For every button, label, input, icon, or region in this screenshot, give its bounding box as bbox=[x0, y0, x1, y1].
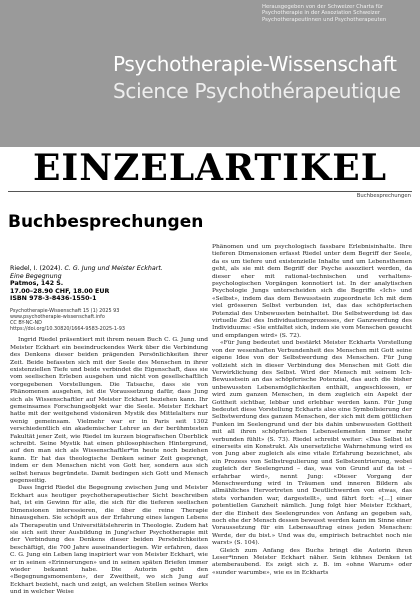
citation-publisher: Patmos, 142 S. bbox=[10, 280, 64, 288]
body-paragraph: Gleich zum Anfang des Buchs bringt die Autorin ihren Leser*innen Meister Eckhart näher. Sein kühnes Denken ist atemberaubend. Es zeigt sich z. B. im «ohne Warum» oder «sunder warumbe», wie es in Eckharts bbox=[212, 547, 412, 576]
journal-title-fr: Science Psychothérapeutique bbox=[113, 79, 401, 103]
body-paragraph: Phänomen und um psychologisch fassbare Erlebnisinhalte. Ihre tieferen Dimensionen erfasst Riedel unter dem Begriff der Seele, da es um tiefere und existenzielle Inhalte und um Lebensthemen geht, als sie mit dem Begriff der Psyche assoziiert werden, da dieser eher mit rational-technischen und verhaltens-psychologischen Vorgängen konnotiert ist. In der analytischen Psychologie Jungs unterscheiden sich die Begriffe «Ich» und «Selbst», indem das dem Bewusstsein zugeordnete Ich mit dem viel grösseren Selbst verbunden ist, das das schöpferischen Potenzial des Unbewussten beinhaltet. Die Selbstwerdung ist das virtuelle Ziel des Individuationsprozesses, der Ganzwerdung des Individuums: «Sie entfaltet sich, indem sie vom Menschen gesucht und empfangen wird» (S. 72). bbox=[212, 244, 412, 339]
citation-author: Riedel, I. (2024). bbox=[10, 265, 65, 272]
journal-subtitle-line: Psychotherapeutinnen und Psychotherapeuten bbox=[262, 16, 387, 23]
citation-isbn: ISBN 978-3-8436-1550-1 bbox=[10, 295, 97, 303]
journal-subtitle bbox=[262, 4, 412, 23]
body-paragraph: Dass Ingrid Riedel die Begegnung zwischen Jung und Meister Eckhart aus heutiger psychotherapeutischer Sicht beschreiben hat, ist ein Gewinn für alle, die sich für die tieferen seelischen Dimensionen interessieren, die über die reine Therapie hinausgehen. Sie schöpft aus der Erfahrung eines langen Lebens als Therapeutin und Universitätslehrerin in Theologie. Zudem hat sie sich seit ihrer Ausbildung in Jung'scher Psychotherapie mit der Verbindung des Denkens dieser beiden Persönlichkeiten beschäftigt, die 700 Jahre auseinanderliegen. Wir erfahren, dass C. G. Jung ein Leben lang inspiriert war von Meister Eckhart, wie er in seinen «Erinnerungen» und in seinen späten Briefen immer wieder bekannt habe. Die Autorin geht den «Begegnungsmomenten», der Zweitheit, wo sich Jung auf Eckhart bezieht, nach und zeigt, an welchen Stellen seines Werks und in welcher Weise bbox=[10, 485, 208, 596]
body-paragraph: «Für Jung bedeutet und bestärkt Meister Eckharts Vorstellung von der wesenhaften Verbundenheit des Menschen mit Gott seine eigene Idee von der Selbstwerdung des Menschen. Für Jung vollzieht sich in dieser Verbindung des Menschen mit Gott die Verwirklichung des Selbst. Wird der Mensch mit seinem Ich-Bewusstsein an das schöpferische Potenzial, das auch die bisher unbewussten Lebensmöglichkeiten enthält, angeschlossen, er wird zum ganzen Menschen, in dem zugleich ein Aspekt der Gottheit sichtbar, lebbar und erlebbar werden kann. Für Jung bedeutet diese Vorstellung Eckharts also eine Symbolisierung der Selbstwerdung des ganzen Menschen, der sich mit dem göttlichen Funken im Seelengrund und der bis dahin unbewussten Gottheit mit all ihren schöpferischen Lebenselementen immer mehr verbunden fühlt» (S. 73). Riedel schreibt weiter: «Das Selbst ist einerseits ein Konstrukt. Als unersetzliche Wahrnehmung wird es von Jung aber zugleich als eine vitale Erfahrung bezeichnet, als ein Prozess von Selbstregulierung und Selbstzentrierung, wobei zugleich der Seelengrund – das, was von Grund auf da ist – erfahrbar wird», nennt Jung: «Dieser Vorgang der Menschwerdung wird in Träumen und inneren Bildern als allmähliches Hervortreten und Deutlichwerden von etwas, das stets vorhanden war, dargestellt», und fährt fort: «[...] einer potentiellen Ganzheit nämlich. Jung folgt hier Meister Eckhart, der die Einheit des Seelengrundes von Anfang an gegeben sah, noch ehe der Mensch dessen bewusst werden kann im Sinne einer Voraussetzung für ein Lebensauftrag eines jeden Menschen: Werde, der du bist.» Und was du, empirisch betrachtet noch nie warst» (S. 104). bbox=[212, 340, 412, 547]
citation-price: 17.00–28.90 CHF, 18.00 EUR bbox=[10, 287, 110, 295]
page-heading: Buchbesprechungen bbox=[8, 212, 204, 232]
article-metadata bbox=[10, 308, 208, 332]
section-label: Buchbesprechungen bbox=[356, 193, 411, 199]
header-rule bbox=[8, 191, 412, 192]
citation-title: C. G. Jung und Meister Eckhart. bbox=[64, 265, 163, 272]
journal-subtitle-line: Psychotherapie in der Assoziation Schweizer bbox=[262, 10, 381, 17]
meta-line: www.psychotherapie-wissenschaft.info bbox=[10, 314, 105, 321]
meta-line: https://doi.org/10.30820/1664-9583-2025-1-93 bbox=[10, 326, 125, 333]
journal-banner bbox=[0, 0, 420, 147]
body-paragraph: Ingrid Riedel präsentiert mit ihrem neuen Buch C. G. Jung und Meister Eckhart ein beeindruckendes Werk über die Verbindung des Denkens dieser beiden prägenden Persönlichkeiten ihrer Zeit. Beide befassten sich mit der Seele des Menschen in ihrer existenziellen Tiefe und beide verbindet die Eigenschaft, dass sie vom seelischen Erleben ausgehen und nicht von gesellschaftlich vorgegebenen Vorstellungen. Die Tatsache, dass sie von Phänomenen ausgehen, ist die Voraussetzung dafür, dass Jung sich als Wissenschaftler auf Meister Eckhart beziehen kann. Ihr gemeinsames Forschungsobjekt war die Seele. Meister Eckhart hatte mit der weitgehend visionären Mystik des Mittelalters nur wenig gemeinsam. Vielmehr war er in Paris seit 1302 verschiedentlich ein akademischer Lehrer an der berühmtesten Fakultät jener Zeit, wie Riedel im kurzen biografischen Überblick schreibt. Seine Mystik hat einen philosophischen Hintergrund, auf den man sich als Wissenschaftler*in heute noch beziehen kann. Er hat das theologische Denken seiner Zeit gesprengt, indem er den Menschen nicht von Gott her, sondern aus sich selbst heraus begründete. Damit bedingen sich Gott und Mensch gegenseitig. bbox=[10, 337, 208, 485]
journal-title-de: Psychotherapie-Wissenschaft bbox=[113, 52, 397, 76]
meta-line: Psychotherapie-Wissenschaft 15 (1) 2025 93 bbox=[10, 307, 120, 314]
citation-subtitle: Eine Begegnung bbox=[10, 272, 62, 280]
meta-line: CC BY-NC-ND bbox=[10, 320, 42, 327]
left-column bbox=[10, 265, 208, 597]
article-type-title: EINZELARTIKEL bbox=[32, 147, 388, 189]
right-column bbox=[212, 244, 412, 577]
journal-subtitle-line: Herausgegeben von der Schweizer Charta für bbox=[262, 4, 384, 10]
book-citation bbox=[10, 265, 208, 303]
